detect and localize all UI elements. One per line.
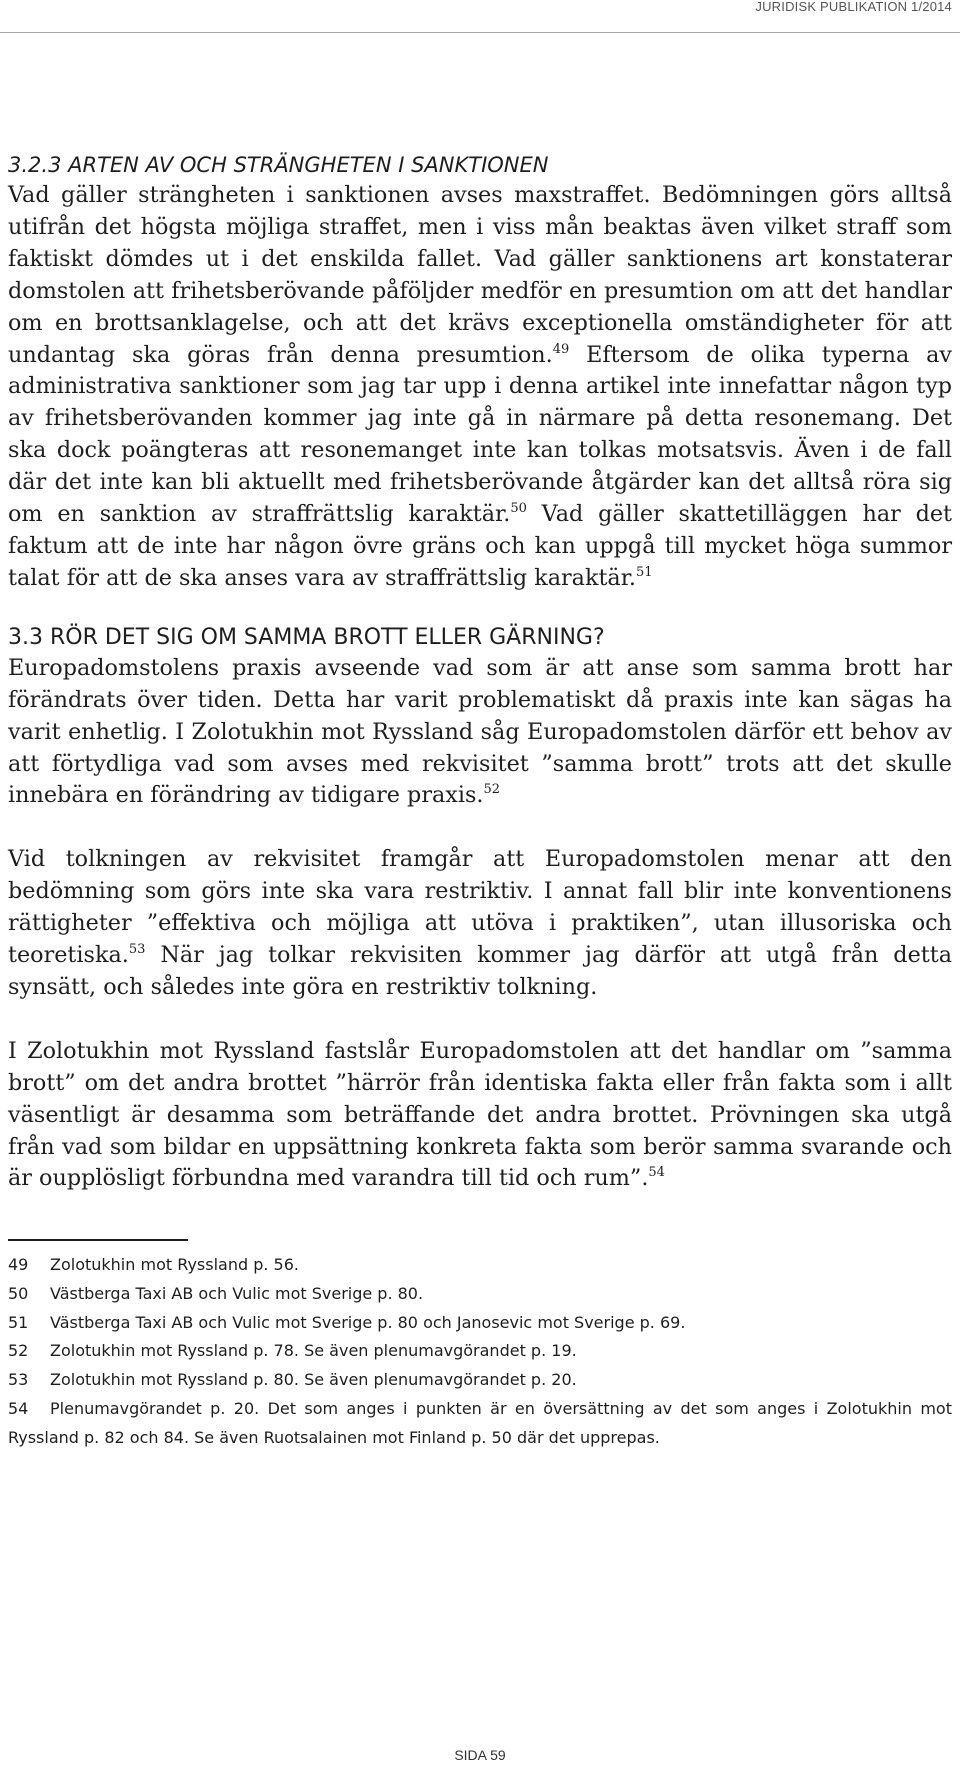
footnote-number: 51 [8, 1312, 29, 1332]
footnote-number: 53 [8, 1370, 29, 1390]
section-heading-323: 3.2.3 ARTEN AV OCH STRÄNGHETEN I SANKTIONEN [8, 153, 549, 177]
footnote-item [8, 1309, 952, 1338]
section-33-paragraph-3 [8, 1036, 952, 1196]
footnote-item [8, 1337, 952, 1366]
footnote-ref-50[interactable]: 50 [510, 501, 527, 517]
footnote-text: Västberga Taxi AB och Vulic mot Sverige p. 80. [50, 1284, 424, 1304]
footnote-item [8, 1395, 952, 1452]
section-33-paragraph-2 [8, 844, 952, 1004]
page-number: SIDA 59 [454, 1747, 506, 1763]
footnotes-list [8, 1251, 952, 1452]
paragraph-text: Vid tolkningen av rekvisitet framgår att Europadomstolen menar att den bedömning som görs inte ska vara restriktiv. I annat fall blir inte konventionens rättigheter ”effektiva och möjliga att utöva i praktiken”, utan illusoriska och teoretiska. [8, 846, 952, 969]
footnote-number: 54 [8, 1398, 29, 1418]
header-divider [0, 32, 960, 33]
footnote-ref-53[interactable]: 53 [128, 942, 146, 958]
section-33-paragraph-1 [8, 653, 952, 813]
footnote-ref-54[interactable]: 54 [648, 1165, 665, 1181]
paragraph-text: När jag tolkar rekvisiten kommer jag därför att utgå från detta synsätt, och således inte göra en restriktiv tolkning. [8, 942, 952, 1000]
paragraph-text: Eftersom de olika typerna av administrativa sanktioner som jag tar upp i denna artikel inte innefattar någon typ av frihetsberövanden kommer jag inte gå in närmare på detta resonemang. Det ska dock poängteras att resonemanget inte kan tolkas motsatsvis. Även i de fall där det inte kan bli aktuellt med frihetsberövande åtgärder kan det alltså röra sig om en sanktion av straffrättslig karaktär. [8, 341, 952, 528]
paragraph-text: I Zolotukhin mot Ryssland fastslår Europadomstolen att det handlar om ”samma brott” om det andra brottet ”härrör från identiska fakta eller från fakta som i allt väsentligt är desamma som beträffande det andra brottet. Prövningen ska utgå från vad som bildar en uppsättning konkreta fakta som berör samma svarande och är oupplösligt förbundna med varandra till tid och rum”. [8, 1037, 952, 1192]
footnote-text: Zolotukhin mot Ryssland p. 78. Se även plenumavgörandet p. 19. [50, 1341, 577, 1361]
section-heading-33: 3.3 RÖR DET SIG OM SAMMA BROTT ELLER GÄRNING? [8, 624, 605, 650]
footnote-text: Zolotukhin mot Ryssland p. 56. [50, 1255, 299, 1275]
footnote-ref-52[interactable]: 52 [483, 782, 501, 798]
footnote-item [8, 1251, 952, 1280]
section-323-paragraph [8, 180, 952, 595]
footnote-item [8, 1366, 952, 1395]
paragraph-text: Europadomstolens praxis avseende vad som är att anse som samma brott har förändrats över tiden. Detta har varit problematiskt då praxis inte kan sägas ha varit enhetlig. I Zolotukhin mot Ryssland såg Europadomstolen därför ett behov av att förtydliga vad som avses med rekvisitet ”samma brott” trots att det skulle innebära en förändring av tidigare praxis. [8, 654, 952, 809]
footnote-separator [8, 1239, 188, 1241]
footnote-text: Zolotukhin mot Ryssland p. 80. Se även plenumavgörandet p. 20. [50, 1370, 577, 1390]
paragraph-text: Vad gäller strängheten i sanktionen avses maxstraffet. Bedömningen görs alltså utifrån det högsta möjliga straffet, men i viss mån beaktas även vilket straff som faktiskt dömdes ut i det enskilda fallet. Vad gäller sanktionens art konstaterar domstolen att frihetsberövande påföljder medför en presumtion om att det handlar om en brottsanklagelse, och att det krävs exceptionella omständigheter för att undantag ska göras från denna presumtion. [8, 182, 952, 368]
paragraph-text: Vad gäller skattetilläggen har det faktum att de inte har någon övre gräns och kan uppgå till mycket höga summor talat för att de ska anses vara av straffrättslig karaktär. [8, 501, 952, 591]
footnote-number: 50 [8, 1284, 29, 1304]
footnote-ref-49[interactable]: 49 [552, 341, 570, 357]
footnote-text: Västberga Taxi AB och Vulic mot Sverige p. 80 och Janosevic mot Sverige p. 69. [50, 1312, 686, 1332]
footnote-number: 49 [8, 1255, 29, 1275]
footnote-text: Plenumavgörandet p. 20. Det som anges i punkten är en översättning av det som anges i Zolotukhin mot Ryssland p. 82 och 84. Se även Ruotsalainen mot Finland p. 50 där det upprepas. [8, 1398, 952, 1447]
page-content [8, 150, 952, 1452]
footnote-number: 52 [8, 1341, 29, 1361]
footnote-item [8, 1280, 952, 1309]
journal-header: JURIDISK PUBLIKATION 1/2014 [755, 0, 952, 14]
footnote-ref-51[interactable]: 51 [636, 564, 653, 580]
